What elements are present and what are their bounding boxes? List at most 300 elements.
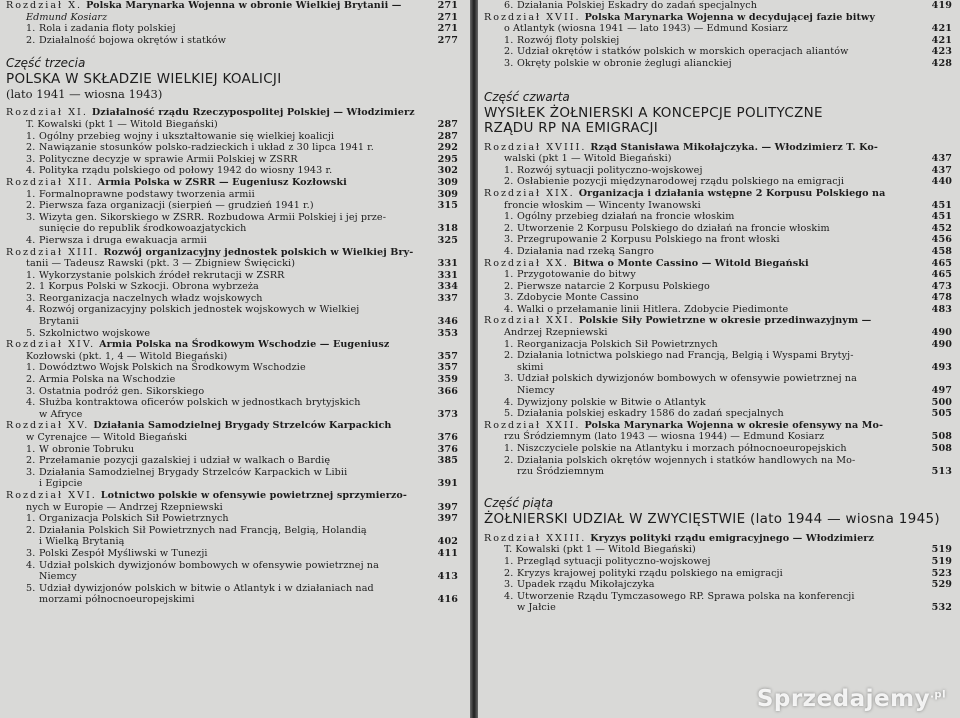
entry-text xyxy=(26,432,428,444)
entry-number: 1. xyxy=(26,362,36,374)
entry-text xyxy=(517,339,922,351)
entry-number: 5. xyxy=(26,327,36,339)
page-number: 376 xyxy=(437,443,458,455)
entry-text xyxy=(517,385,922,397)
entry-continuation: i Wielką Brytanią xyxy=(39,536,125,548)
part-title: ŻOŁNIERSKI UDZIAŁ W ZWYCIĘSTWIE (lato 1944 — wiosna 1945) xyxy=(484,510,940,527)
entry-text xyxy=(39,478,428,490)
page-number: 366 xyxy=(437,385,458,397)
toc-entry xyxy=(484,281,952,293)
entry-text xyxy=(517,556,922,568)
toc-entry xyxy=(484,23,952,35)
entry-continuation: walski (pkt 1 — Witold Biegański) xyxy=(504,153,672,165)
entry-title: 1 Korpus Polski w Szkocji. Obrona wybrzeża xyxy=(39,281,259,293)
entry-text xyxy=(504,200,922,212)
entry-title: Działania Samodzielnej Brygady Strzelców Karpackich w Libii xyxy=(39,466,348,478)
chapter-title: Rząd Stanisława Mikołajczyka. — Włodzimierz T. Ko- xyxy=(590,141,878,153)
entry-title: W obronie Tobruku xyxy=(39,443,135,455)
toc-entry xyxy=(484,327,952,339)
entry-text xyxy=(26,351,428,363)
toc-entry xyxy=(484,46,952,58)
page-number: 478 xyxy=(931,292,952,304)
toc-entry xyxy=(484,211,952,223)
page-number: 500 xyxy=(931,396,952,408)
entry-text xyxy=(39,362,428,374)
toc-entry xyxy=(6,270,458,282)
page-number: 397 xyxy=(437,501,458,513)
page-number: 421 xyxy=(931,23,952,35)
page-number: 309 xyxy=(437,188,458,200)
entry-number: 2. xyxy=(504,567,514,579)
toc-entry xyxy=(6,583,458,595)
entry-title: Działania nad rzeką Sangro xyxy=(517,245,654,257)
entry-title: Działania polskiej eskadry 1586 do zadań specjalnych xyxy=(517,408,784,420)
entry-text xyxy=(517,292,922,304)
entry-number: 3. xyxy=(26,292,36,304)
entry-text xyxy=(39,386,428,398)
toc-entry xyxy=(484,165,952,177)
entry-text xyxy=(504,23,922,35)
entry-text xyxy=(484,188,922,200)
part-label: Część trzecia xyxy=(6,56,86,71)
entry-number: 2. xyxy=(504,176,514,188)
entry-text xyxy=(39,131,428,143)
toc-entry xyxy=(6,386,458,398)
chapter-label: Rozdział XI. xyxy=(6,107,88,119)
left-page xyxy=(0,0,470,718)
entry-text xyxy=(39,270,428,282)
toc-entry xyxy=(6,142,458,154)
entry-title: Reorganizacja Polskich Sił Powietrznych xyxy=(517,338,718,350)
toc-entry xyxy=(484,397,952,409)
toc-entry xyxy=(6,258,458,270)
entry-text xyxy=(517,579,922,591)
toc-entry xyxy=(6,513,458,525)
entry-title: Kryzys krajowej polityki rządu polskiego na emigracji xyxy=(517,567,783,579)
page-number: 437 xyxy=(931,164,952,176)
entry-continuation: w Afryce xyxy=(39,408,83,420)
toc-entry xyxy=(6,502,458,514)
entry-number: 4. xyxy=(26,165,36,177)
entry-title: Armia Polska na Wschodzie xyxy=(39,374,176,386)
entry-title: Utworzenie Rządu Tymczasowego RP. Sprawa polska na konferencji xyxy=(517,590,855,602)
entry-title: Pierwsza i druga ewakuacja armii xyxy=(39,234,207,246)
page-number: 451 xyxy=(931,199,952,211)
chapter-title: Polska Marynarka Wojenna w obronie Wielkiej Brytanii — xyxy=(86,0,402,11)
page-number: 456 xyxy=(931,234,952,246)
entry-number: 1. xyxy=(504,443,514,454)
entry-continuation: Niemcy xyxy=(39,571,77,583)
page-number: 497 xyxy=(931,385,952,397)
chapter-title: Bitwa o Monte Cassino — Witold Biegański xyxy=(572,257,809,269)
entry-title: Rozwój organizacyjny polskich jednostek wojskowych w Wielkiej xyxy=(39,304,360,316)
entry-number: 4. xyxy=(26,304,36,316)
entry-text xyxy=(504,431,922,443)
entry-text xyxy=(39,316,428,328)
entry-text xyxy=(39,548,428,560)
entry-title: Dowództwo Wojsk Polskich na Środkowym Wschodzie xyxy=(39,362,306,374)
entry-title: Udział polskich dywizjonów bombowych w ofensywie powietrznej na xyxy=(517,373,857,385)
page-number: 473 xyxy=(931,280,952,292)
toc-entry xyxy=(484,339,952,351)
entry-number: 2. xyxy=(504,46,514,58)
toc-entry xyxy=(484,431,952,443)
entry-number: 3. xyxy=(504,373,514,385)
chapter-label: Rozdział XIV. xyxy=(6,339,96,351)
part-label: Część piąta xyxy=(484,495,554,510)
entry-continuation: Kozłowski (pkt. 1, 4 — Witold Biegański) xyxy=(26,350,228,362)
page-number: 523 xyxy=(931,567,952,579)
entry-number: 3. xyxy=(504,234,514,246)
chapter-entry xyxy=(484,533,952,545)
page-number: 277 xyxy=(437,34,458,46)
entry-text xyxy=(504,153,922,165)
entry-text xyxy=(517,304,922,316)
entry-text xyxy=(517,269,922,281)
chapter-entry xyxy=(484,420,952,432)
entry-text xyxy=(39,583,428,595)
entry-text xyxy=(517,602,922,614)
page-number: 353 xyxy=(437,327,458,339)
toc-entry xyxy=(484,58,952,70)
toc-entry xyxy=(484,455,952,467)
toc-entry xyxy=(6,328,458,340)
entry-text xyxy=(39,513,428,525)
toc-entry xyxy=(484,176,952,188)
toc-entry xyxy=(6,374,458,386)
chapter-title: Polska Marynarka Wojenna w okresie ofensywy na Mo- xyxy=(584,419,884,431)
entry-number: 4. xyxy=(504,396,514,408)
entry-text xyxy=(517,350,922,362)
toc-entry xyxy=(6,235,458,247)
entry-text xyxy=(517,46,922,58)
toc-entry xyxy=(6,362,458,374)
page-number: 421 xyxy=(931,34,952,46)
page-number: 519 xyxy=(931,544,952,556)
entry-title: Zdobycie Monte Cassino xyxy=(517,292,639,304)
entry-number: 2. xyxy=(504,454,514,466)
book-gutter xyxy=(470,0,478,718)
chapter-entry xyxy=(484,12,952,24)
toc-entry xyxy=(6,455,458,467)
entry-text xyxy=(39,409,428,421)
entry-title: Organizacja Polskich Sił Powietrznych xyxy=(39,513,229,525)
page-number: 359 xyxy=(437,374,458,386)
entry-title: Pierwsze natarcie 2 Korpusu Polskiego xyxy=(517,280,710,292)
entry-title: Przegrupowanie 2 Korpusu Polskiego na front włoski xyxy=(517,234,780,246)
entry-title: Ostatnia podróż gen. Sikorskiego xyxy=(39,385,205,397)
page-number: 490 xyxy=(931,338,952,350)
entry-title: Ogólny przebieg działań na froncie włoskim xyxy=(517,211,735,223)
page-number: 271 xyxy=(437,23,458,35)
entry-number: 5. xyxy=(26,582,36,594)
toc-entry xyxy=(484,568,952,580)
entry-text xyxy=(484,12,922,24)
entry-number: 3. xyxy=(504,57,514,69)
toc-entry xyxy=(6,293,458,305)
entry-continuation: o Atlantyk (wiosna 1941 — lato 1943) — Edmund Kosiarz xyxy=(504,23,788,35)
toc-entry xyxy=(484,246,952,258)
page-number: 419 xyxy=(931,0,952,11)
chapter-entry xyxy=(484,258,952,270)
entry-continuation: Andrzej Rzepniewski xyxy=(504,327,608,339)
entry-continuation: skimi xyxy=(517,361,544,373)
entry-title: Udział polskich dywizjonów bombowych w ofensywie powietrznej na xyxy=(39,559,379,571)
entry-text xyxy=(39,374,428,386)
entry-text xyxy=(26,119,428,131)
page-number: 428 xyxy=(931,57,952,69)
part-label: Część czwarta xyxy=(484,89,570,104)
page-number: 325 xyxy=(437,234,458,246)
entry-number: 4. xyxy=(504,303,514,315)
entry-text xyxy=(39,328,428,340)
entry-title: Przegląd sytuacji polityczno-wojskowej xyxy=(517,555,711,567)
page-number: 483 xyxy=(931,303,952,315)
page-number: 532 xyxy=(931,602,952,614)
entry-continuation: w Cyrenajce — Witold Biegański xyxy=(26,432,188,443)
entry-text xyxy=(6,0,428,12)
entry-text xyxy=(517,246,922,258)
toc-entry xyxy=(6,525,458,537)
entry-text xyxy=(517,0,922,12)
entry-number: 1. xyxy=(26,269,36,281)
chapter-title: Polskie Siły Powietrzne w okresie przedinwazyjnym — xyxy=(578,315,872,327)
entry-number: 3. xyxy=(26,547,36,559)
chapter-label: Rozdział XII. xyxy=(6,176,94,188)
entry-title: Służba kontraktowa oficerów polskich w jednostkach brytyjskich xyxy=(39,397,361,409)
toc-entry xyxy=(484,234,952,246)
entry-text xyxy=(39,455,428,467)
entry-text xyxy=(39,200,428,212)
toc-entry xyxy=(6,397,458,409)
entry-title: Walki o przełamanie linii Hitlera. Zdobycie Piedimonte xyxy=(517,303,789,315)
entry-number: 1. xyxy=(504,164,514,176)
toc-entry xyxy=(484,385,952,397)
entry-text xyxy=(517,373,922,385)
entry-number: 2. xyxy=(26,142,36,154)
page-number: 295 xyxy=(437,153,458,165)
page-number: 465 xyxy=(931,269,952,281)
toc-entry xyxy=(6,212,458,224)
toc-entry xyxy=(484,304,952,316)
page-number: 416 xyxy=(437,594,458,606)
entry-text xyxy=(39,304,428,316)
toc-entry xyxy=(6,409,458,421)
entry-continuation: T. Kowalski (pkt 1 — Witold Biegański) xyxy=(26,118,218,130)
entry-number: 4. xyxy=(26,397,36,409)
chapter-label: Rozdział XIII. xyxy=(6,246,100,258)
toc-section xyxy=(484,0,952,70)
entry-title: Polityczne decyzje w sprawie Armii Polskiej w ZSRR xyxy=(39,153,298,165)
entry-text xyxy=(39,165,428,177)
page-number: 391 xyxy=(437,478,458,490)
toc-entry xyxy=(484,443,952,455)
toc-entry xyxy=(484,373,952,385)
entry-text xyxy=(39,467,428,479)
entry-number: 2. xyxy=(26,34,36,46)
entry-title: Działania polskich okrętów wojennych i statków handlowych na Mo- xyxy=(517,454,856,466)
chapter-entry xyxy=(6,247,458,259)
entry-continuation: froncie włoskim — Wincenty Iwanowski xyxy=(504,199,701,211)
chapter-label: Rozdział XX. xyxy=(484,257,569,269)
entry-continuation: T. Kowalski (pkt 1 — Witold Biegański) xyxy=(504,544,696,556)
entry-number: 2. xyxy=(26,200,36,212)
toc-entry xyxy=(6,432,458,444)
toc-entry xyxy=(6,560,458,572)
entry-number: 1. xyxy=(504,211,514,223)
entry-title: Szkolnictwo wojskowe xyxy=(39,327,151,339)
entry-number: 2. xyxy=(504,280,514,292)
entry-continuation: Edmund Kosiarz xyxy=(26,11,108,23)
toc-entry xyxy=(6,316,458,328)
chapter-title: Rozwój organizacyjny jednostek polskich w Wielkiej Bry- xyxy=(103,246,414,258)
entry-continuation: i Egipcie xyxy=(39,478,83,490)
entry-number: 1. xyxy=(26,130,36,142)
chapter-label: Rozdział XVIII. xyxy=(484,141,587,153)
entry-number: 2. xyxy=(504,350,514,362)
entry-text xyxy=(504,327,922,339)
entry-number: 2. xyxy=(26,281,36,293)
entry-number: 3. xyxy=(504,579,514,591)
toc-entry xyxy=(6,12,458,24)
entry-text xyxy=(517,443,922,455)
watermark-text: Sprzedajemy xyxy=(756,686,931,712)
toc-section xyxy=(6,0,458,46)
entry-text xyxy=(484,533,922,545)
entry-text xyxy=(39,223,428,235)
page-number: 508 xyxy=(931,431,952,443)
entry-text xyxy=(517,58,922,70)
entry-number: 4. xyxy=(504,590,514,602)
entry-text xyxy=(39,142,428,154)
toc-entry xyxy=(6,351,458,363)
toc-entry xyxy=(484,591,952,603)
entry-text xyxy=(517,234,922,246)
entry-number: 1. xyxy=(504,555,514,567)
entry-text xyxy=(517,455,922,467)
chapter-entry xyxy=(484,142,952,154)
toc-entry xyxy=(6,23,458,35)
toc-entry xyxy=(484,223,952,235)
watermark-suffix: .pl xyxy=(930,689,946,701)
chapter-entry xyxy=(6,420,458,432)
toc-entry xyxy=(6,467,458,479)
entry-number: 1. xyxy=(504,34,514,46)
page-number: 437 xyxy=(931,153,952,165)
chapter-title: Organizacja i działania wstępne 2 Korpusu Polskiego na xyxy=(578,187,886,199)
toc-entry xyxy=(484,466,952,478)
entry-title: Upadek rządu Mikołajczyka xyxy=(517,579,655,591)
entry-text xyxy=(39,536,428,548)
entry-number: 5. xyxy=(504,408,514,420)
entry-number: 1. xyxy=(26,23,36,35)
entry-number: 2. xyxy=(504,222,514,234)
entry-text xyxy=(517,397,922,409)
page-number: 452 xyxy=(931,222,952,234)
chapter-title: Polska Marynarka Wojenna w decydującej fazie bitwy xyxy=(584,11,876,23)
page-number: 287 xyxy=(437,118,458,130)
entry-title: Przygotowanie do bitwy xyxy=(517,269,636,281)
entry-text xyxy=(39,23,428,35)
page-number: 513 xyxy=(931,466,952,478)
page-number: 292 xyxy=(437,142,458,154)
page-number: 465 xyxy=(931,257,952,269)
toc-section xyxy=(484,533,952,614)
entry-text xyxy=(517,211,922,223)
page-number: 309 xyxy=(437,176,458,188)
entry-text xyxy=(39,212,428,224)
toc-entry xyxy=(6,444,458,456)
entry-continuation: morzami północnoeuropejskimi xyxy=(39,594,195,606)
page-number: 337 xyxy=(437,292,458,304)
toc-section xyxy=(6,107,458,606)
chapter-entry xyxy=(6,339,458,351)
toc-entry xyxy=(6,154,458,166)
entry-title: Działalność bojowa okrętów i statków xyxy=(39,34,227,46)
entry-text xyxy=(6,420,428,432)
chapter-entry xyxy=(6,0,458,12)
toc-entry xyxy=(6,35,458,47)
toc-entry xyxy=(6,571,458,583)
entry-text xyxy=(26,502,428,514)
page-number: 357 xyxy=(437,362,458,374)
page-number: 397 xyxy=(437,513,458,525)
toc-section xyxy=(484,142,952,478)
entry-number: 4. xyxy=(26,234,36,246)
toc-entry xyxy=(484,292,952,304)
entry-title: Polski Zespół Myśliwski w Tunezji xyxy=(39,547,208,559)
chapter-label: Rozdział XXIII. xyxy=(484,532,587,544)
entry-text xyxy=(517,591,922,603)
chapter-label: Rozdział XVI. xyxy=(6,489,97,501)
entry-text xyxy=(484,258,922,270)
toc-entry xyxy=(484,153,952,165)
entry-number: 2. xyxy=(26,374,36,386)
entry-continuation: w Jałcie xyxy=(517,602,556,614)
page-number: 271 xyxy=(437,11,458,23)
entry-title: Działania lotnictwa polskiego nad Francją, Belgią i Wyspami Brytyj- xyxy=(517,350,854,362)
watermark-logo xyxy=(757,686,946,712)
toc-entry xyxy=(484,269,952,281)
entry-text xyxy=(39,281,428,293)
entry-title: Dywizjony polskie w Bitwie o Atlantyk xyxy=(517,396,706,408)
entry-number: 1. xyxy=(26,188,36,200)
entry-number: 1. xyxy=(504,269,514,281)
toc-entry xyxy=(6,200,458,212)
entry-title: Udział dywizjonów polskich w bitwie o Atlantyk i w działaniach nad xyxy=(39,582,374,594)
toc-entry xyxy=(6,594,458,606)
toc-entry xyxy=(484,602,952,614)
entry-text xyxy=(517,176,922,188)
toc-entry xyxy=(6,165,458,177)
entry-number: 6. xyxy=(504,0,514,11)
entry-text xyxy=(484,315,922,327)
entry-number: 2. xyxy=(26,524,36,536)
entry-text xyxy=(39,560,428,572)
part-title: POLSKA W SKŁADZIE WIELKIEJ KOALICJI xyxy=(6,71,282,88)
entry-text xyxy=(484,142,922,154)
entry-continuation: Brytanii xyxy=(39,316,79,328)
toc-entry xyxy=(484,544,952,556)
entry-number: 4. xyxy=(504,245,514,257)
page-number: 411 xyxy=(437,547,458,559)
page-number: 334 xyxy=(437,281,458,293)
page-number: 287 xyxy=(437,130,458,142)
entry-text xyxy=(517,466,922,478)
entry-continuation: Niemcy xyxy=(517,385,555,397)
toc-entry xyxy=(6,304,458,316)
toc-entry xyxy=(6,548,458,560)
